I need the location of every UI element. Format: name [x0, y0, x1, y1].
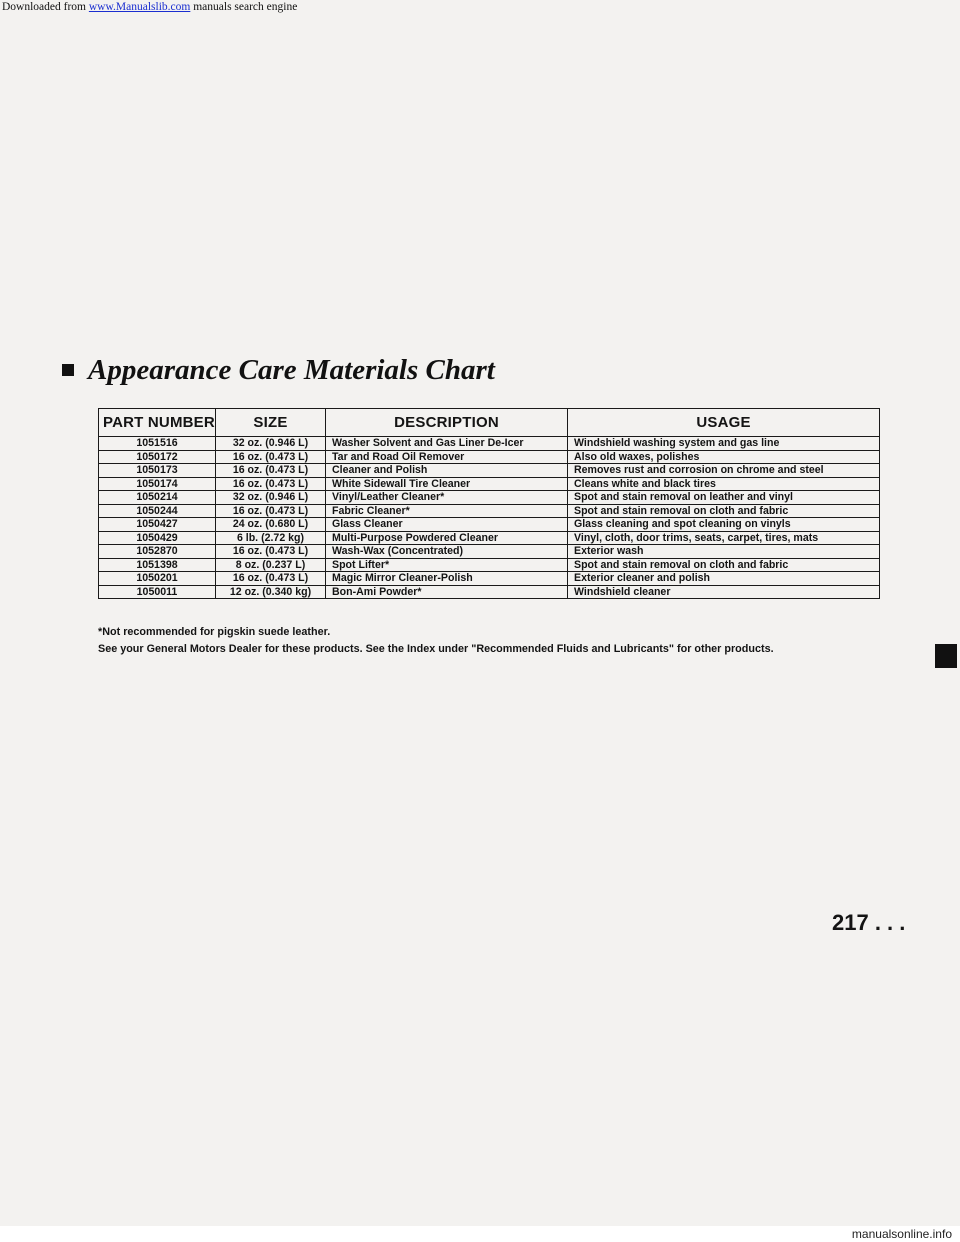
cell-description: Spot Lifter* [326, 558, 568, 572]
cell-usage: Cleans white and black tires [568, 477, 880, 491]
cell-usage: Glass cleaning and spot cleaning on vinyls [568, 518, 880, 532]
cell-description: White Sidewall Tire Cleaner [326, 477, 568, 491]
download-banner [0, 0, 960, 14]
banner-suffix: manuals search engine [193, 1, 298, 13]
cell-size: 32 oz. (0.946 L) [216, 437, 326, 451]
table-row [99, 477, 880, 491]
cell-part-number: 1050172 [99, 450, 216, 464]
cell-part-number: 1051516 [99, 437, 216, 451]
cell-usage: Also old waxes, polishes [568, 450, 880, 464]
cell-size: 24 oz. (0.680 L) [216, 518, 326, 532]
manualslib-link[interactable]: www.Manualslib.com [88, 1, 191, 13]
cell-size: 6 lb. (2.72 kg) [216, 531, 326, 545]
page-number: 217 . . . [832, 910, 906, 935]
cell-part-number: 1050427 [99, 518, 216, 532]
cell-usage: Windshield washing system and gas line [568, 437, 880, 451]
cell-usage: Spot and stain removal on leather and vinyl [568, 491, 880, 505]
cell-part-number: 1050011 [99, 585, 216, 599]
cell-usage: Spot and stain removal on cloth and fabric [568, 558, 880, 572]
banner-prefix: Downloaded from [2, 1, 86, 13]
header-usage: USAGE [568, 409, 880, 437]
dealer-note: See your General Motors Dealer for these products. See the Index under "Recommended Fluids and Lubricants" for other products. [98, 643, 774, 655]
cell-part-number: 1050201 [99, 572, 216, 586]
table-row [99, 464, 880, 478]
cell-usage: Spot and stain removal on cloth and fabric [568, 504, 880, 518]
cell-description: Multi-Purpose Powdered Cleaner [326, 531, 568, 545]
cell-part-number: 1051398 [99, 558, 216, 572]
cell-size: 8 oz. (0.237 L) [216, 558, 326, 572]
cell-size: 16 oz. (0.473 L) [216, 477, 326, 491]
cell-description: Washer Solvent and Gas Liner De-Icer [326, 437, 568, 451]
cell-part-number: 1050429 [99, 531, 216, 545]
cell-size: 16 oz. (0.473 L) [216, 572, 326, 586]
section-heading [62, 352, 495, 388]
cell-description: Tar and Road Oil Remover [326, 450, 568, 464]
header-description: DESCRIPTION [326, 409, 568, 437]
table-row [99, 491, 880, 505]
table-row [99, 572, 880, 586]
cell-description: Fabric Cleaner* [326, 504, 568, 518]
table-row [99, 504, 880, 518]
cell-description: Cleaner and Polish [326, 464, 568, 478]
cell-size: 16 oz. (0.473 L) [216, 504, 326, 518]
cell-description: Bon-Ami Powder* [326, 585, 568, 599]
table-row [99, 437, 880, 451]
table-row [99, 518, 880, 532]
header-part-number: PART NUMBER [99, 409, 216, 437]
materials-table [98, 408, 880, 599]
table-row [99, 531, 880, 545]
cell-usage: Vinyl, cloth, door trims, seats, carpet, tires, mats [568, 531, 880, 545]
cell-description: Magic Mirror Cleaner-Polish [326, 572, 568, 586]
cell-usage: Exterior cleaner and polish [568, 572, 880, 586]
cell-description: Wash-Wax (Concentrated) [326, 545, 568, 559]
table-header-row [99, 409, 880, 437]
cell-usage: Exterior wash [568, 545, 880, 559]
cell-size: 12 oz. (0.340 kg) [216, 585, 326, 599]
cell-part-number: 1050174 [99, 477, 216, 491]
cell-description: Glass Cleaner [326, 518, 568, 532]
cell-part-number: 1050214 [99, 491, 216, 505]
footnote: *Not recommended for pigskin suede leather. [98, 626, 331, 638]
cell-size: 32 oz. (0.946 L) [216, 491, 326, 505]
table-row [99, 545, 880, 559]
table-row [99, 585, 880, 599]
cell-usage: Removes rust and corrosion on chrome and steel [568, 464, 880, 478]
square-bullet-icon [62, 364, 74, 376]
section-tab-marker [935, 644, 957, 668]
cell-description: Vinyl/Leather Cleaner* [326, 491, 568, 505]
cell-part-number: 1052870 [99, 545, 216, 559]
page-title: Appearance Care Materials Chart [88, 353, 495, 386]
cell-size: 16 oz. (0.473 L) [216, 450, 326, 464]
table-row [99, 450, 880, 464]
site-watermark: manualsonline.info [0, 1226, 960, 1242]
header-size: SIZE [216, 409, 326, 437]
cell-usage: Windshield cleaner [568, 585, 880, 599]
cell-size: 16 oz. (0.473 L) [216, 545, 326, 559]
cell-part-number: 1050244 [99, 504, 216, 518]
cell-part-number: 1050173 [99, 464, 216, 478]
table-row [99, 558, 880, 572]
cell-size: 16 oz. (0.473 L) [216, 464, 326, 478]
